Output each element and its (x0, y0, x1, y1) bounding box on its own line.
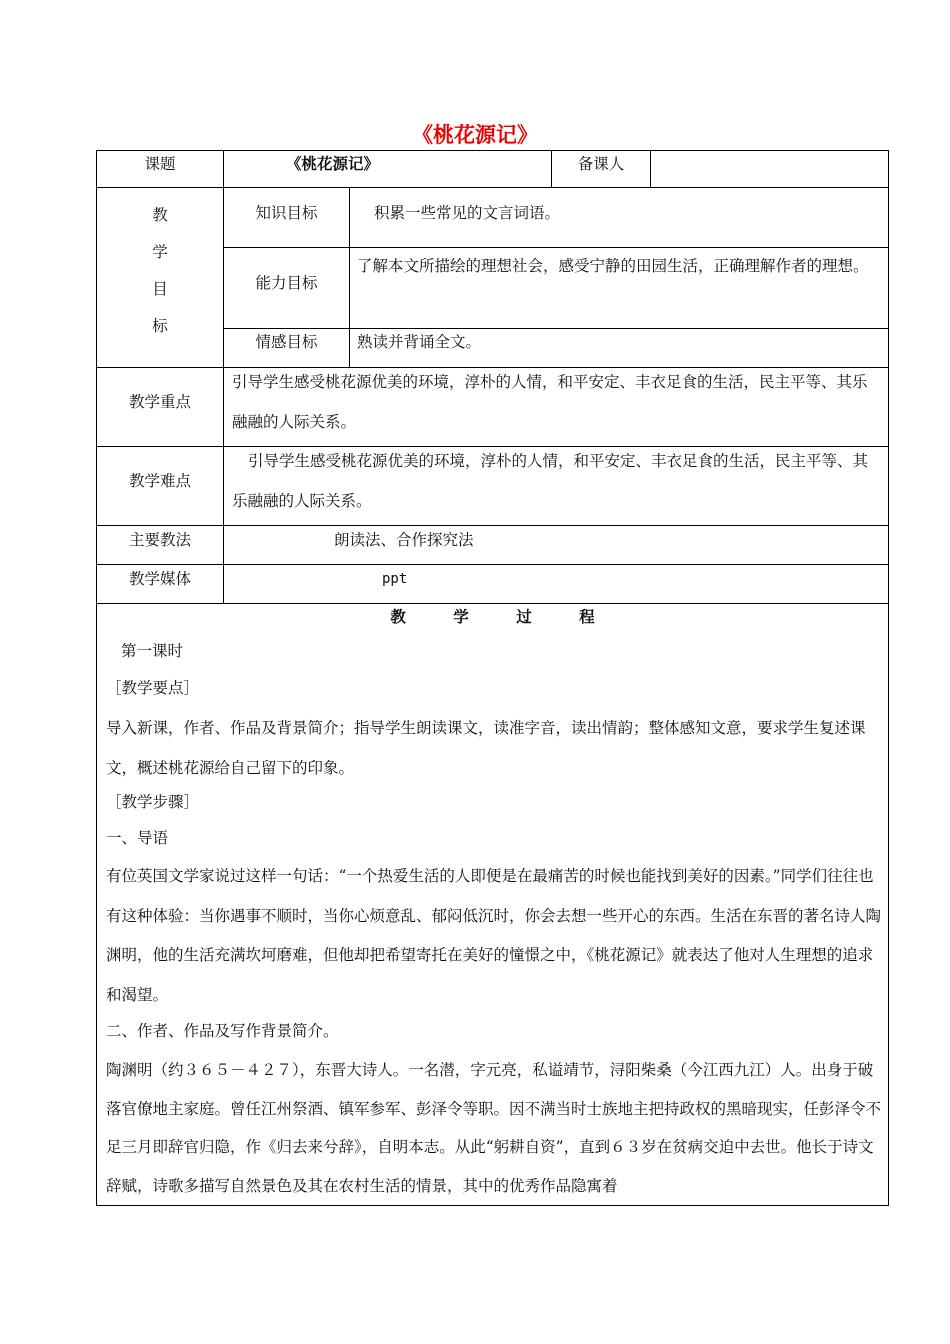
key-points-label: 教学重点 (128, 393, 191, 411)
table-divider-preparer-value (650, 150, 651, 187)
difficulties-text: 引导学生感受桃花源优美的环境，淳朴的人情，和平安定、丰衣足食的生活，民主平等、其乐融融的人际关系。 (232, 452, 869, 510)
key-points-text: 引导学生感受桃花源优美的环境，淳朴的人情，和平安定、丰衣足食的生活，民主平等、其乐融融的人际关系。 (232, 373, 868, 431)
ability-objective-text: 了解本文所描绘的理想社会，感受宁静的田园生活，正确理解作者的理想。 (357, 257, 869, 275)
process-heading (97, 597, 888, 637)
steps-heading: ［教学步骤］ (106, 793, 200, 811)
objectives-label-char: 标 (152, 317, 168, 335)
emotion-objective-text: 熟读并背诵全文。 (357, 333, 482, 351)
methods-text: 朗读法、合作探究法 (334, 531, 474, 549)
topic-value: 《桃花源记》 (286, 154, 380, 173)
objectives-group-label (97, 197, 223, 345)
table-border-bottom (96, 1205, 889, 1206)
preparer-label: 备课人 (577, 155, 625, 173)
process-heading-char: 教 (390, 607, 406, 626)
step2-heading: 二、作者、作品及写作背景简介。 (106, 1022, 339, 1040)
knowledge-objective-label: 知识目标 (255, 204, 318, 222)
objectives-label-char: 目 (152, 280, 168, 298)
points-heading: ［教学要点］ (106, 679, 200, 697)
session-title: 第一课时 (121, 642, 184, 660)
difficulties-label: 教学难点 (128, 472, 191, 490)
process-heading-char: 过 (516, 607, 532, 626)
media-label: 教学媒体 (128, 570, 191, 588)
topic-label: 课题 (144, 155, 176, 173)
table-row-divider (96, 187, 889, 188)
ability-objective-label: 能力目标 (255, 274, 318, 292)
step1-text: 有位英国文学家说过这样一句话：“一个热爱生活的人即便是在最痛苦的时候也能找到美好的因素。”同学们往往也有这种体验：当你遇事不顺时，当你心烦意乱、郁闷低沉时，你会去想一些开心的东西。生活在东晋的著名诗人陶渊明，他的生活充满坎坷磨难，但他却把希望寄托在美好的憧憬之中，《桃花源记》就表达了他对人生理想的追求和渴望。 (106, 867, 882, 1004)
page-title: 《桃花源记》 (412, 122, 538, 147)
knowledge-objective-text: 积累一些常见的文言词语。 (374, 204, 561, 222)
objectives-label-char: 教 (152, 206, 168, 224)
step1-heading: 一、导语 (106, 829, 169, 847)
emotion-objective-label: 情感目标 (255, 333, 318, 351)
methods-label: 主要教法 (128, 531, 191, 549)
objectives-label-char: 学 (152, 243, 168, 261)
points-text: 导入新课，作者、作品及背景简介；指导学生朗读课文，读准字音，读出情韵；整体感知文意，要求学生复述课文，概述桃花源给自己留下的印象。 (106, 719, 866, 777)
table-divider-objectives (349, 187, 350, 367)
step2-text: 陶渊明（约３６５－４２７），东晋大诗人。一名潜，字元亮，私谥靖节，浔阳柴桑（今江西九江）人。出身于破落官僚地主家庭。曾任江州祭酒、镇军参军、彭泽令等职。因不满当时士族地主把持政权的黑暗现实，任彭泽令不足三月即辞官归隐，作《归去来兮辞》，自明本志。从此“躬耕自资”，直到６３岁在贫病交迫中去世。他长于诗文辞赋，诗歌多描写自然景色及其在农村生活的情景，其中的优秀作品隐寓着 (106, 1061, 882, 1195)
process-heading-char: 学 (453, 607, 469, 626)
table-border-right (888, 150, 889, 1206)
process-heading-char: 程 (579, 607, 595, 626)
media-text: ppt (382, 571, 408, 587)
